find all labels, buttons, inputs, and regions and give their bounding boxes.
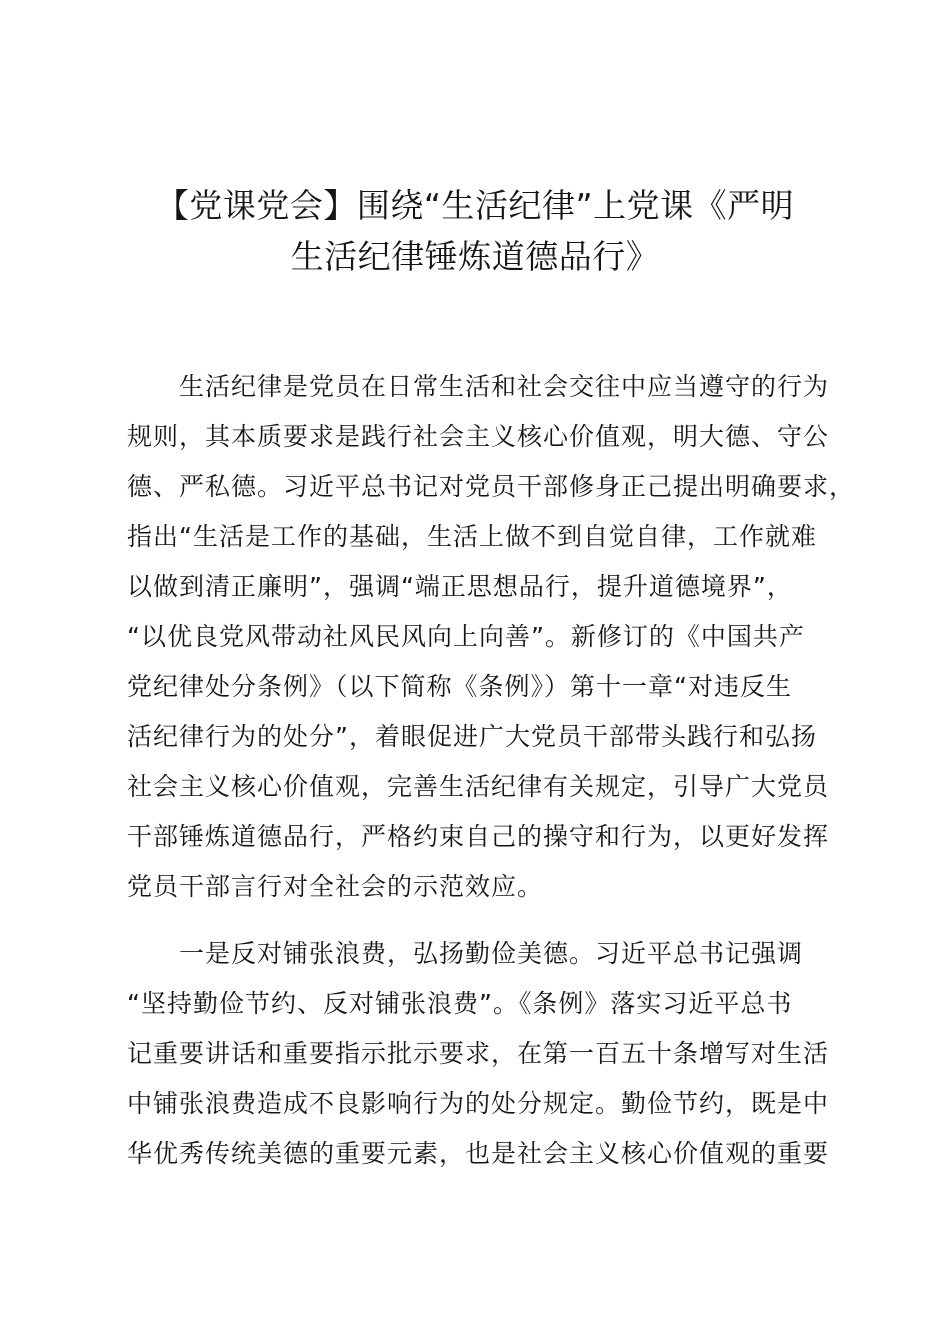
paragraph-line: “以优良党风带动社风民风向上向善”。新修订的《中国共产: [127, 622, 805, 651]
paragraph-line: 德、严私德。习近平总书记对党员干部修身正己提出明确要求，: [127, 472, 856, 501]
title-line-2: 生活纪律锤炼道德品行》: [290, 237, 660, 276]
document-body: [127, 362, 856, 1179]
document-title: [90, 180, 860, 282]
paragraph-1: [127, 362, 856, 912]
paragraph-line: 党纪律处分条例》（以下简称《条例》）第十一章“对违反生: [127, 672, 792, 701]
paragraph-line: 记重要讲话和重要指示批示要求，在第一百五十条增写对生活: [127, 1039, 830, 1068]
paragraph-line: 干部锤炼道德品行，严格约束自己的操守和行为，以更好发挥: [127, 822, 830, 851]
paragraph-line: 规则，其本质要求是践行社会主义核心价值观，明大德、守公: [127, 422, 830, 451]
paragraph-line: 华优秀传统美德的重要元素，也是社会主义核心价值观的重要: [127, 1139, 830, 1168]
paragraph-line: 以做到清正廉明”，强调“端正思想品行，提升道德境界”，: [127, 572, 793, 601]
paragraph-line: 活纪律行为的处分”，着眼促进广大党员干部带头践行和弘扬: [127, 722, 817, 751]
paragraph-line: 社会主义核心价值观，完善生活纪律有关规定，引导广大党员: [127, 772, 830, 801]
paragraph-line: “坚持勤俭节约、反对铺张浪费”。《条例》落实习近平总书: [127, 989, 793, 1018]
paragraph-2: [127, 929, 832, 1179]
title-line-1: 【党课党会】围绕“生活纪律”上党课《严明: [155, 186, 795, 225]
paragraph-line: 生活纪律是党员在日常生活和社会交往中应当遵守的行为: [179, 372, 830, 401]
paragraph-line: 一是反对铺张浪费，弘扬勤俭美德。习近平总书记强调: [179, 939, 804, 968]
paragraph-line: 党员干部言行对全社会的示范效应。: [127, 872, 544, 901]
paragraph-line: 中铺张浪费造成不良影响行为的处分规定。勤俭节约，既是中: [127, 1089, 830, 1118]
paragraph-line: 指出“生活是工作的基础，生活上做不到自觉自律，工作就难: [127, 522, 817, 551]
